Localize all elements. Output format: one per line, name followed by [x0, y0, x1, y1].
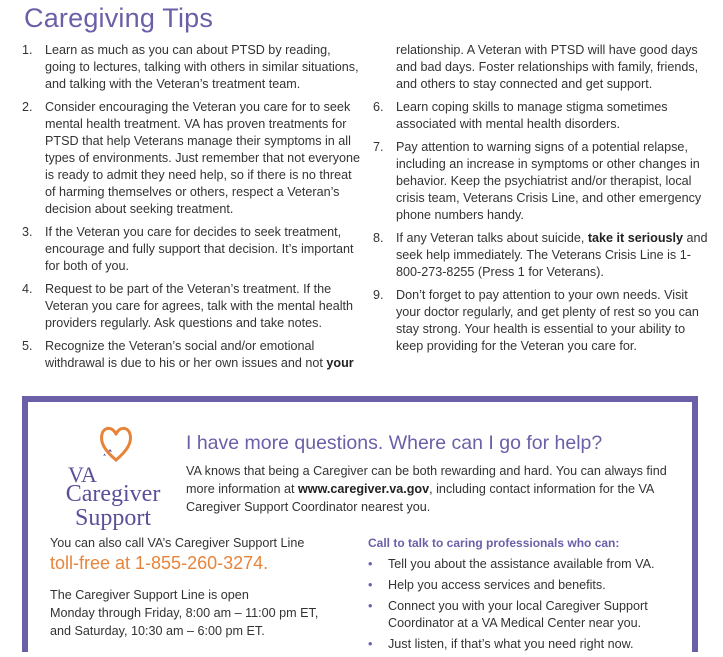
logo-support-text: Support	[74, 505, 151, 531]
tip-item	[22, 42, 362, 93]
tip-number: 7.	[373, 140, 384, 154]
tip-item	[373, 139, 713, 224]
bullet-icon: •	[368, 637, 373, 651]
help-box	[22, 396, 698, 652]
tollfree-number[interactable]: toll-free at 1-855-260-3274.	[50, 553, 269, 573]
list-item-text: Tell you about the assistance available from VA.	[388, 557, 655, 571]
tip-number: 5.	[22, 339, 33, 353]
logo-caregiver-text: Caregiver	[65, 481, 161, 507]
help-heading: I have more questions. Where can I go for help?	[186, 432, 603, 454]
tip-text-part: Recognize the Veteran’s social and/or emotional withdrawal is due to his or her own issues and not	[45, 339, 327, 370]
hours-line: Monday through Friday, 8:00 am – 11:00 pm ET,	[50, 606, 319, 620]
tip-text	[396, 230, 713, 281]
tip-item	[373, 287, 713, 355]
tip-text: Learn as much as you can about PTSD by reading, going to lectures, talking with others in similar situations, and talking with the Veteran’s treatment team.	[45, 43, 359, 91]
support-line-info	[50, 534, 340, 640]
tip-number: 9.	[373, 288, 384, 302]
list-item	[368, 577, 688, 594]
tip-continuation: relationship. A Veteran with PTSD will have good days and bad days. Foster relationships with family, friends, and others to stay connected and get support.	[396, 43, 699, 91]
tip-number: 1.	[22, 43, 33, 57]
tip-text-part: If any Veteran talks about suicide,	[396, 231, 588, 245]
tips-right-column	[373, 42, 713, 361]
heart-ribbon-icon	[98, 422, 134, 464]
bullet-icon: •	[368, 599, 373, 613]
tip-item	[22, 338, 362, 372]
list-item-text: Just listen, if that’s what you need right now.	[388, 637, 634, 651]
logo-va-text: VA	[68, 462, 97, 487]
tip-item	[373, 230, 713, 281]
tip-text: Pay attention to warning signs of a potential relapse, including an increase in symptoms or other changes in behavior. Keep the psychiatrist and/or therapist, local crisis team, Veterans Crisis Line, and other emergency phone numbers handy.	[396, 140, 702, 222]
va-caregiver-logo	[38, 422, 188, 531]
tip-number: 4.	[22, 282, 33, 296]
hours-line: The Caregiver Support Line is open	[50, 588, 249, 602]
tip-item	[22, 99, 362, 218]
tip-number: 6.	[373, 100, 384, 114]
tip-number: 3.	[22, 225, 33, 239]
list-item	[368, 556, 688, 573]
tip-text	[45, 338, 362, 372]
list-item	[368, 636, 688, 653]
bullet-icon: •	[368, 578, 373, 592]
call-reasons-heading: Call to talk to caring professionals who can:	[368, 536, 620, 550]
tip-text: If the Veteran you care for decides to seek treatment, encourage and fully support that decision. It’s important for both of you.	[45, 225, 354, 273]
tip-item	[373, 99, 713, 133]
tip-item	[22, 281, 362, 332]
tips-left-column	[22, 42, 362, 378]
tip-text: Learn coping skills to manage stigma sometimes associated with mental health disorders.	[396, 100, 668, 131]
tip-text: Consider encouraging the Veteran you care for to seek mental health treatment. VA has proven treatments for PTSD that help Veterans manage their symptoms in all types of environments. Just remember that not everyone is ready to admit they need help, so if there is no threat of harming themselves or others, respect a Veteran’s decision about seeking treatment.	[45, 100, 360, 216]
caregiver-website-link[interactable]: www.caregiver.va.gov	[298, 482, 430, 496]
tip-number: 2.	[22, 100, 33, 114]
list-item	[368, 598, 688, 632]
list-item-text: Connect you with your local Caregiver Support Coordinator at a VA Medical Center near you.	[388, 599, 648, 630]
tip-emphasis: your	[326, 356, 354, 370]
help-body	[186, 462, 686, 516]
tip-text-part: and seek help immediately. The Veterans Crisis Line is 1-800-273-8255 (Press 1 for Veterans).	[396, 231, 708, 279]
list-item-text: Help you access services and benefits.	[388, 578, 606, 592]
tip-emphasis: take it seriously	[587, 231, 684, 245]
tip-item	[22, 224, 362, 275]
tip-text: Request to be part of the Veteran’s treatment. If the Veteran you care for agrees, talk with the mental health providers regularly. Ask questions and take notes.	[45, 282, 354, 330]
tip-text: Don’t forget to pay attention to your own needs. Visit your doctor regularly, and get plenty of rest so you can stay strong. Your health is essential to your ability to keep providing for the Veteran you care for.	[396, 288, 699, 353]
call-reasons	[368, 536, 688, 657]
help-body-text: , including contact information for the VA Caregiver Support Coordinator nearest you.	[186, 482, 654, 514]
page-title: Caregiving Tips	[24, 3, 214, 33]
tip-number: 8.	[373, 231, 384, 245]
hours-line: and Saturday, 10:30 am – 6:00 pm ET.	[50, 624, 265, 638]
tips-section	[0, 42, 723, 387]
help-body-text: VA knows that being a Caregiver can be both rewarding and hard. You can always find more information at	[186, 464, 667, 496]
call-intro: You can also call VA’s Caregiver Support Line	[50, 536, 305, 550]
bullet-icon: •	[368, 557, 373, 571]
